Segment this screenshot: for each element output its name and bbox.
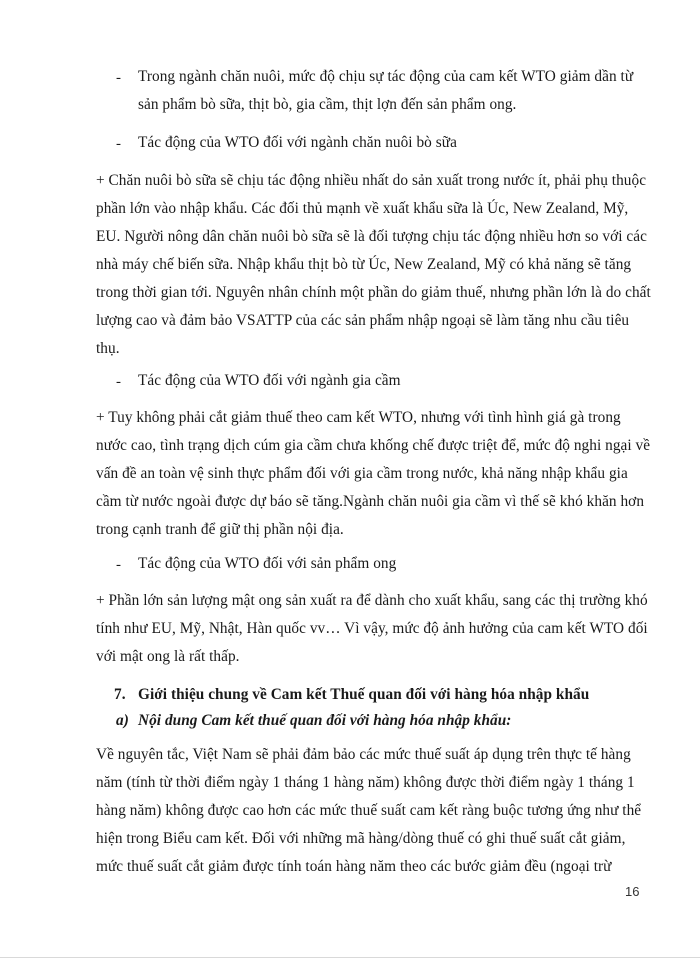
bullet-dash: - xyxy=(116,557,121,573)
section-title: Giới thiệu chung về Cam kết Thuế quan đối với hàng hóa nhập khẩu xyxy=(138,686,590,703)
paragraph-line: với mật ong là rất thấp. xyxy=(96,648,240,665)
paragraph-line: tính như EU, Mỹ, Nhật, Hàn quốc vv… Vì vậy, mức độ ảnh hưởng của cam kết WTO đối xyxy=(96,620,648,637)
bullet-line: Trong ngành chăn nuôi, mức độ chịu sự tác động của cam kết WTO giảm dần từ xyxy=(138,68,634,85)
paragraph-line: cầm từ nước ngoài được dự báo sẽ tăng.Ngành chăn nuôi gia cầm vì thế sẽ khó khăn hơn xyxy=(96,493,645,510)
paragraph-line: hàng năm) không được cao hơn các mức thuế suất cam kết ràng buộc tương ứng như thể xyxy=(96,802,642,819)
page-number: 16 xyxy=(625,884,640,899)
paragraph-line: trong thời gian tới. Nguyên nhân chính một phần do giảm thuế, nhưng phần lớn là do chất xyxy=(96,284,651,301)
paragraph-line: EU. Người nông dân chăn nuôi bò sữa sẽ là đối tượng chịu tác động nhiều hơn so với các xyxy=(96,228,647,245)
subsection-label: a) xyxy=(116,712,129,729)
subsection-title: Nội dung Cam kết thuế quan đối với hàng hóa nhập khẩu: xyxy=(138,712,512,729)
paragraph-line: + Tuy không phải cắt giảm thuế theo cam kết WTO, nhưng với tình hình giá gà trong xyxy=(96,409,621,426)
bullet-dash: - xyxy=(116,136,121,152)
paragraph-line: hiện trong Biểu cam kết. Đối với những mã hàng/dòng thuế có ghi thuế suất cắt giảm, xyxy=(96,830,626,847)
section-number: 7. xyxy=(114,686,126,703)
page-bottom-edge xyxy=(0,957,700,958)
paragraph-line: thụ. xyxy=(96,340,120,357)
bullet-dash: - xyxy=(116,70,121,86)
paragraph-line: trong cạnh tranh để giữ thị phần nội địa. xyxy=(96,521,344,538)
paragraph-line: + Phần lớn sản lượng mật ong sản xuất ra để dành cho xuất khẩu, sang các thị trường khó xyxy=(96,592,648,609)
paragraph-line: năm (tính từ thời điểm ngày 1 tháng 1 hàng năm) không được thời điểm ngày 1 tháng 1 xyxy=(96,774,635,791)
bullet-line: Tác động của WTO đối với sản phẩm ong xyxy=(138,555,397,572)
paragraph-line: nước cao, tình trạng dịch cúm gia cầm chưa khống chế được triệt để, mức độ nghi ngại về xyxy=(96,437,651,454)
bullet-dash: - xyxy=(116,374,121,390)
paragraph-line: nhà máy chế biến sữa. Nhập khẩu thịt bò từ Úc, New Zealand, Mỹ có khả năng sẽ tăng xyxy=(96,256,632,273)
paragraph-line: mức thuế suất cắt giảm được tính toán hàng năm theo các bước giảm đều (ngoại trừ xyxy=(96,858,612,875)
bullet-line: Tác động của WTO đối với ngành chăn nuôi bò sữa xyxy=(138,134,457,151)
bullet-line: sản phẩm bò sữa, thịt bò, gia cầm, thịt lợn đến sản phẩm ong. xyxy=(138,96,517,113)
paragraph-line: phần lớn vào nhập khẩu. Các đối thủ mạnh về xuất khẩu sữa là Úc, New Zealand, Mỹ, xyxy=(96,200,629,217)
paragraph-line: lượng cao và đảm bảo VSATTP của các sản phẩm nhập ngoại sẽ làm tăng nhu cầu tiêu xyxy=(96,312,630,329)
paragraph-line: + Chăn nuôi bò sữa sẽ chịu tác động nhiều nhất do sản xuất trong nước ít, phải phụ thuộc xyxy=(96,172,647,189)
paragraph-line: Về nguyên tắc, Việt Nam sẽ phải đảm bảo các mức thuế suất áp dụng trên thực tế hàng xyxy=(96,746,631,763)
paragraph-line: vấn đề an toàn vệ sinh thực phẩm đối với gia cầm trong nước, khả năng nhập khẩu gia xyxy=(96,465,628,482)
bullet-line: Tác động của WTO đối với ngành gia cầm xyxy=(138,372,401,389)
